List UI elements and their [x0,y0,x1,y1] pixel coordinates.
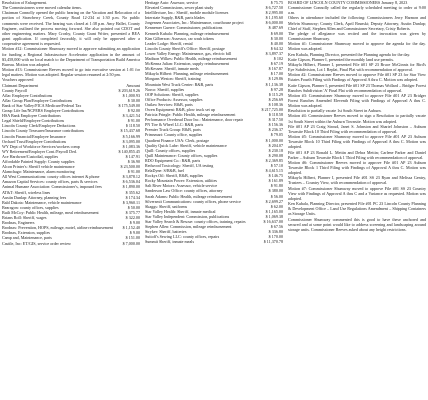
voucher-amount: $ 151.00 [125,235,140,241]
voucher-amount: $ 91.80 [270,183,283,189]
voucher-amount: $ 7,000.00 [122,240,140,246]
voucher-amount: $ 236.37 [268,127,283,133]
voucher-claimant: Austin Dunlap: Attorney, planning fees [2,194,67,200]
voucher-claimant: Rockys Oil: Sheriff, R&B, supplies [145,173,204,179]
paragraph: Others in attendance included the following: Commissioners Jerry Harmon and Melvin Shumway; County Clerk, April Brunski; Deputy Attorney, Austin Dunlap; Chief of Staff, Stephen Allen and Commissioner Secretary, Cristy Roberts. [288,15,426,31]
voucher-claimant: Brians Roll: Sheriff, wages [2,215,47,221]
voucher-claimant: Stephen Allen: Commission, mileage reimbursement [145,224,232,230]
voucher-amount: $ 1,165.00 [265,208,283,214]
voucher-claimant: McKenna Julian: Extension, supply reimbursement [145,61,230,67]
voucher-claimant: Sanderson Law Office: county offices, attorney [145,188,223,194]
voucher-amount: $ 129.86 [268,76,283,82]
voucher-claimant: OOP Solutions: Sheriff, supplies [145,91,199,97]
voucher-amount: $ 175,549.00 [118,102,140,108]
voucher-claimant: Salt River Motors: Assessor, vehicle service [145,183,218,189]
voucher-claimant: Suttoff's Sewing LLC: county offices, repairs [145,234,220,240]
column-right [288,0,426,400]
voucher-amount: $ 167.87 [268,66,283,72]
board-minutes-text [288,0,426,232]
voucher-claimant: Kennemer Guerre: Commissioner, publications [145,25,223,31]
paragraph: Ken Kubala, Planning Director, presented the Planning agenda for the day. [288,51,411,57]
voucher-claimant: Alcon Printer's: Sheriff vehicle maintenance [2,164,75,170]
voucher-amount: $ 1,069.38 [265,213,283,219]
meeting-minutes-text [2,0,140,83]
voucher-amount: $ 1,152.40 [122,225,140,231]
voucher-amount: $ 204.07 [268,142,283,148]
voucher-claimant: Aflac Employee Contributions [2,92,53,98]
voucher-amount: $ 108.36 [268,101,283,107]
voucher-amount: $ 170.00 [268,234,283,240]
voucher-amount: $ 1,890.00 [122,184,140,190]
voucher-claimant: PN Tire & Wheel LLC: R&B, parts [145,122,204,128]
voucher-claimant: Madison Wilkes: Public Health, mileage reimbursement [145,56,237,62]
voucher-amount: $ 9.00 [129,220,140,226]
voucher-claimant: Brodnax: Prevention, HOPS, mileage, motel, airline reimbursement [2,225,113,231]
voucher-claimant: Interstate Supply, R&B, parts blades [145,15,205,21]
paragraph: Ken Kubala, Planning Director, presented File #01 PC 23 Lincoln County Planning & Development Office – Land Use Regulations Amendment – Shipping Containers as Storage Units. [288,201,426,217]
voucher-amount: $ 256.69 [268,96,283,102]
voucher-amount: $ 57.10 [270,163,283,168]
voucher-claimant: Elevated Commissions, sewer plant study [145,5,214,11]
paragraph: Mikayla Hilbert, Planner I, presented File #01 SP 23 Bruce McGinnis for Bird's Eye Subdivision, Lot 1 Replat, Final Plat with recommendation of approval. [288,61,426,73]
voucher-amount: $ 50.00 [127,204,140,210]
voucher-amount: $ 91.00 [127,118,140,124]
voucher-amount: $ 487.69 [268,25,283,31]
voucher-claimant: Kim Gilberson: Assessor, car wash tokens [145,35,214,41]
paragraph: File #01 AP 23 Ronald L. Mettin and Debra Mettin; Carlene Parker and Daniel Parker – Auburn Townsite Block 1 Third Filing with recommendation of approval. [288,149,426,160]
voucher-claimant: County Payroll [2,87,27,93]
voucher-claimant: Lincoln County Sheriff's Office: Sheriff, postage [145,45,225,51]
voucher-claimant: Performance Overhead Door Inc.: Maintenance, door repair [145,117,243,123]
paragraph: Commissioner Connolly called the regularly scheduled meeting to order at 9:00 a.m. [288,5,426,16]
voucher-claimant: Norco: Sheriff, supplies [145,86,185,92]
voucher-amount: $ 1,136.38 [265,81,283,87]
paragraph: Motion #2: Commissioner Reeves moved to approve File #01 SP 23 for Star View Estates Fourth Filing with Findings of Approval A thru C. Motion was adopted. [288,72,426,83]
voucher-row [145,239,283,244]
voucher-claimant: WY Dept of Workforce Services/workers comp [2,143,80,149]
paragraph: Katie Gipson, Planner I, presented File #01 SP 23 Thomas Wollard – Bridger Forest Ranches Subdivision 'A' Final Plat with recommendation of approval. [288,82,426,93]
voucher-amount: $ 6,727.50 [265,5,283,11]
paragraph: Motion #4: Commissioner Reeves moved to sign a Resolution to partially vacate 1st South Street within the Auburn Townsite. Motion was adopted. [288,113,426,124]
voucher-amount: $ 64.32 [270,45,283,51]
voucher-claimant: Bald Dakota: Maintenance, vehicle maintenance [2,199,82,205]
column-left [2,0,140,400]
voucher-amount: $ 290.08 [268,152,283,158]
voucher-amount: $ 3,897.37 [265,50,283,56]
voucher-claimant: Brodnax, Engineers [2,220,35,226]
voucher-claimant: AT&T: Sheriff, wireless lines [2,189,51,195]
voucher-amount: $ 67.56 [270,224,283,230]
voucher-amount: $ 11,370.78 [263,239,283,245]
paragraph: Mikayla Hilbert, Planner I, presented File #01 SS 23 Ryan and Melissa Gentry, Trustees – Country View, with recommendation of approval. [288,175,426,186]
voucher-claimant: Animal Humane Association: Commissioner's, impound fees [2,184,102,190]
voucher-amount: $ 3,421.54 [122,113,140,119]
voucher-claimant: Camp and, Maintenance, parts [2,235,52,241]
paragraph: Chairman Connolly opened the public hearing on the Vacation and Relocation of a portion of Strawberry Creek, County Road 12-234 at 1:30 p.m. No public comments were received. The hearing was closed at 1:38 p.m. Amy Hallet, County Engineer, outlined the process moving forward. She also pointed out CDOT and other engineering matters. Mary Crosby, County Grant Writer, presented a BEA grant application. If completed favorably, it will only be approved after a cooperative agreement is requested. [2,10,140,47]
voucher-amount: $ 30.00 [270,35,283,41]
voucher-claimant: Quill Maintenance: County offices, supplies [145,152,218,158]
paragraph: Katie Gipson, Planner I, presented the monthly land use permits. [288,56,394,62]
voucher-amount: $ 6,536.04 [122,179,140,185]
voucher-amount: $ 115.29 [268,91,283,97]
voucher-claimant: Mountain West Truck Center: R&B, parts [145,81,214,87]
voucher-amount: $ 146.75 [268,173,283,179]
voucher-claimant: Outlaw Services: R&B, parts [145,101,193,107]
voucher-claimant: Lincoln County Treasurer/Insurance contributions [2,128,84,134]
voucher-amount: $ 161.89 [268,178,283,184]
voucher-amount: $ 118.50 [125,123,140,129]
voucher-amount: $ 118.58 [268,112,283,118]
voucher-list-continued [145,0,283,245]
voucher-claimant: Legal Shield/Employee Contributions [2,118,65,124]
voucher-claimant: Redwood Toxicology: Sheriff, UA testing [145,163,214,168]
voucher-claimant: Star Valley Health: Sheriff, inmate medical [145,208,216,214]
voucher-list [2,88,140,246]
voucher-claimant: Star Valley Independent: Commission, publications [145,213,230,219]
voucher-claimant: Heritage Auto: Assessor, service [145,0,199,5]
voucher-claimant: Jorgensen Associates, Inc.: Maintenance, courthouse project [145,20,244,26]
voucher-amount: $ 67.19 [270,61,283,67]
voucher-claimant: Leader Lodge: Sheriff, rental [145,40,193,46]
voucher-claimant: Group Life Ins/NCPERS Employee Contributions [2,108,85,114]
voucher-amount: $ 102 [273,56,283,62]
voucher-amount: $ 3,095.00 [122,138,140,144]
voucher-claimant: Sarah Adams: Public Health, mileage reimbursement [145,193,232,199]
voucher-claimant: RDO Equipment Co.: R&B, parts [145,157,201,163]
paragraph: Motion #7: Commissioner Shumway moved to approve File #01 SS 23 Country View with Findings of Approval A thru C and a Variance as requested. Motion was adopted. [288,185,426,201]
voucher-claimant: Aflac Group Plan/Employee Contributions [2,97,73,103]
paragraph: Motion #3: Commissioner Shumway moved to approve File #01 AP 23 Bridger Forest Ranches Amended Eleventh Filing with Findings of Approval A thru C. Motion was adopted. [288,92,426,109]
voucher-amount: $ 3,878.12 [122,174,140,180]
voucher-claimant: Skaggs: Sheriff, uniforms [145,203,188,209]
voucher-heading-claimant: Claimant Department [2,82,39,88]
voucher-row [2,241,140,246]
voucher-amount: $ 9.00 [129,230,140,236]
paragraph: Vouchers approved [2,77,34,83]
voucher-amount: $ 1,195.60 [265,15,283,21]
voucher-amount: $ 174.34 [125,194,140,200]
paragraph: Motion #13: Commissioner Reeves moved to go into executive session at 1:01 for legal matters. Motion was adopted. Regular session resumed at 2:50 pm. [2,67,140,78]
voucher-claimant: Stryker: Sheriff, batteries [145,229,187,235]
voucher-amount: $ 75.75 [270,0,283,5]
voucher-claimant: Office Products: Assessor, supplies [145,96,203,102]
voucher-claimant: Summit Sheriff, inmate meals [145,239,195,245]
voucher-claimant: Mikayla Hilbert: Planning, mileage reimbursement [145,71,229,77]
voucher-amount: $ 36.90 [127,159,140,165]
paragraph: File #01 AP 23 Craig Stroud, Janet S. Johnston and Shariel Johnston – Auburn Townsite Block 10 Third Filing with recommendation of approval. [288,123,426,134]
voucher-claimant: Patricia Pringle: Public Health, mileage reimbursement [145,112,236,118]
paragraph: BOARD OF LINCOLN COUNTY COMMISSIONERS January 8, 2023 [288,0,408,5]
voucher-claimant: Built McCoy: Public Health, mileage, meal reimbursement [2,209,99,215]
paragraph: The pledge of allegiance was recited and the invocation was given by Commissioner Shumway. [288,30,426,42]
paragraph: Resolution to partially vacate 1st South Street in Auburn. [288,108,382,114]
voucher-amount: $ 1,000.93 [122,92,140,98]
voucher-claimant: Intellilecture, Inc.: Sheriff, mobile module licenses [145,10,229,16]
voucher-claimant: Owen Equipment: R&B, plow truck set up [145,106,215,112]
voucher-claimant: Lincoln Financial/Employee Insurance [2,133,66,139]
paragraph: The Commissioners were moved calendar items. [2,5,82,11]
voucher-heading-amount: Amount [126,82,140,88]
voucher-amount: $ 40.00 [270,40,283,46]
voucher-amount: $ 15,437.68 [120,128,140,134]
voucher-amount: $ 23,500.00 [120,164,140,170]
voucher-amount: $ 92.00 [127,108,140,114]
voucher-claimant: Star Valley Search & Rescue: county offices, training, repairs [145,219,246,225]
voucher-amount: $ 1,000.00 [265,137,283,143]
voucher-claimant: Ace Hardware/Custodial, supplies [2,153,59,159]
voucher-claimant: Amazon Capital Services: county offices, parts & services [2,179,98,185]
voucher-amount: $ 97.28 [270,86,283,92]
voucher-amount: $ 322.00 [125,215,140,221]
voucher-amount: $ 5,166.99 [122,133,140,139]
voucher-amount: $ 30.00 [127,97,140,103]
voucher-amount: $ 16,637.00 [263,219,283,225]
paragraph: Motion #6: Commissioner Reeves moved to approve File #01 AP 23 Auburn Townsite Block 1 Third Filing with Findings of Approval A thru C. Motion was adopted. [288,159,426,176]
voucher-amount: $ 217,725.00 [261,106,283,112]
voucher-amount: $ 2,369.85 [265,157,283,163]
voucher-claimant: Bank of Star Valley/FICA Medicare/Federal Tax [2,102,82,108]
voucher-amount: $ 56.00 [270,193,283,199]
voucher-amount: $ 6,000.00 [265,20,283,26]
voucher-claimant: Affordable Painted Supply: County supplies [2,159,75,165]
voucher-amount: $ 79.05 [270,132,283,138]
voucher-claimant: Silversmit Communications: county offices, phone service [145,198,241,204]
voucher-amount: $ 91.00 [127,169,140,175]
voucher-claimant: Rocky Mountain Power: Extension, utilities [145,178,217,184]
paragraph: Resolution of Enlargement. [2,0,48,5]
voucher-claimant: Alamchago: Maintenance, alarm monitoring [2,169,75,175]
voucher-amount: $ 1,083.36 [122,143,140,149]
voucher-claimant: Primsmart: County office, supplies [145,132,203,138]
voucher-claimant: McKessen: Sheriff, inmate meds [145,66,199,72]
voucher-amount: $ 203,619.26 [118,87,140,93]
voucher-amount: $ 147.91 [125,153,140,159]
voucher-amount: $ 62.00 [270,203,283,209]
voucher-amount: $ 3,960.11 [122,199,140,205]
voucher-claimant: Castile, Inc: ET/GIS, service order review [2,240,72,246]
voucher-claimant: Kenneth Kubala: Planning, mileage reimbursement [145,30,230,36]
voucher-amount: $ 317.50 [268,117,283,123]
voucher-claimant: Brodnax, Extension, supplies [2,230,50,236]
column-middle [145,0,283,400]
voucher-amount: $ 2,699.27 [265,198,283,204]
voucher-claimant: Quality Quick Lube: Sheriff, vehicle maintenance [145,142,227,148]
voucher-amount: $ 17.00 [270,71,283,77]
voucher-claimant: RelaDyne: S/R&B, fuel [145,168,185,174]
voucher-claimant: Quill: County offices, supplies [145,147,196,153]
voucher-amount: $ 336.80 [268,229,283,235]
voucher-amount: $ 380.00 [268,188,283,194]
voucher-claimant: Orchard Trust/Employee Contributions [2,138,67,144]
voucher-amount: $ 156.36 [268,122,283,128]
paragraph: Motion #5: Commissioner Shumway moved to approve File #01 AP 23 Auburn Townsite Block 10 Third Filing with Findings of Approval A thru C. Motion was adopted. [288,134,426,150]
paragraph: Motion #1: Commissioner Shumway moved to approve the agenda for the day. Motion was adopted. [288,41,426,52]
voucher-amount: $ 4,615.15 [265,168,283,174]
voucher-claimant: Premier Truck Group: R&B, parts [145,127,201,133]
voucher-amount: $ 355.62 [125,189,140,195]
voucher-claimant: Lower Valley Energy: Maintenance, gas, electric bill [145,50,232,56]
voucher-amount: $ 375.77 [125,209,140,215]
voucher-amount: $ 140,855.45 [118,148,140,154]
voucher-claimant: Bearagon: county offices, supplies [2,204,59,210]
voucher-claimant: Lincoln County Clerk/Employee Deductions [2,123,76,129]
voucher-claimant: All West Communications: county offices internet & phone [2,174,100,180]
voucher-claimant: Quadient Finance USA: Clerk, postage [145,137,210,143]
voucher-claimant: WY Retirement/Employer Cont./Payroll Ded. [2,148,77,154]
voucher-amount: $ 2,995.00 [265,10,283,16]
voucher-claimant: HSA Bank Employee Contributions [2,113,61,119]
paragraph: Commissioner Shumway commented this is good to have these anchored and secured and at some point would like to address screening and landscaping around storage units. Commissioner Reeves asked about any height restrictions. [288,216,426,232]
paragraph: Motion #12: Commissioner Shumway moved to approve submitting an application for funding a Regional Infrastructure Accelerator application in the amount of $3,458,000 with no local match to the Department of Transportation Build America Bureau. Motion was adopted. [2,46,140,67]
voucher-claimant: Morgans Weston: Sheriff, training [145,76,201,82]
voucher-amount: $ 69.00 [270,30,283,36]
voucher-amount: $ 230.18 [268,147,283,153]
